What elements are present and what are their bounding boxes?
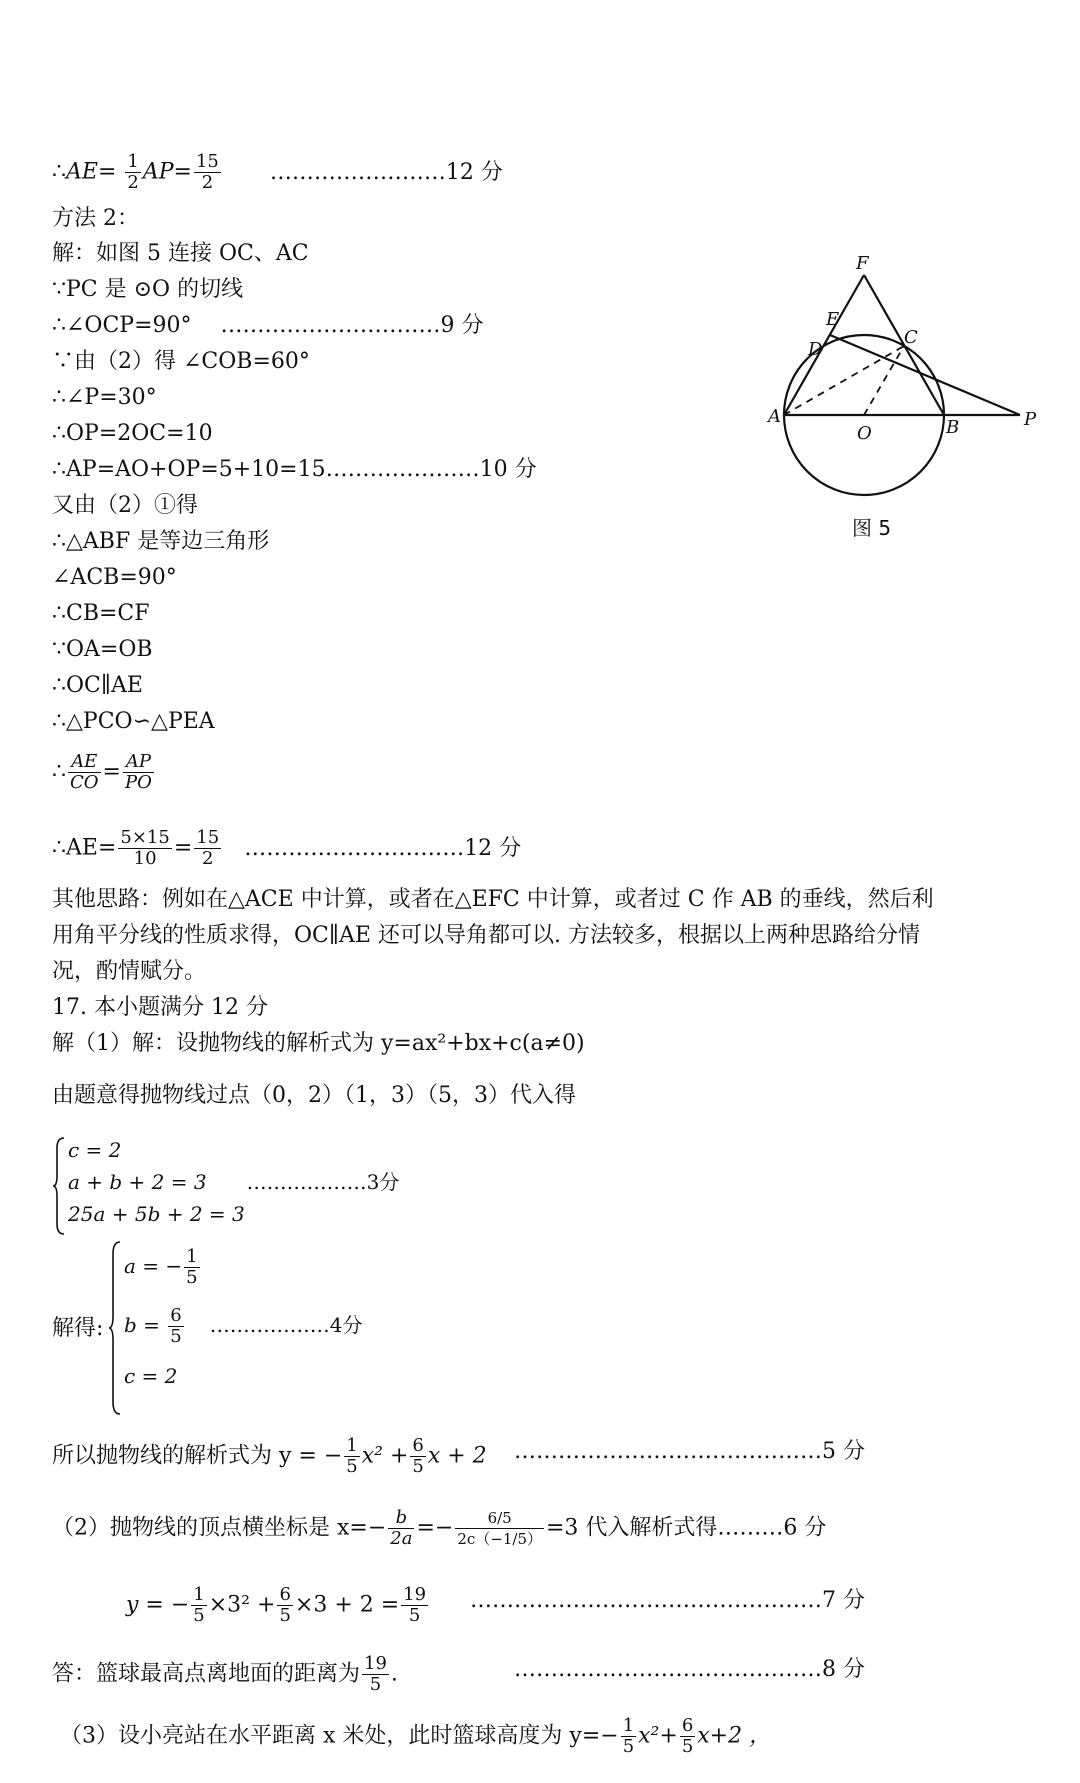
numerator: 1 [346, 1435, 358, 1456]
fraction [621, 1716, 636, 1757]
numerator: 6 [681, 1715, 694, 1736]
s3-mid: x² + [361, 1443, 409, 1469]
vertex-line [52, 1508, 826, 1549]
denominator: 2 [127, 172, 139, 193]
equilateral-line: ∴△ABF 是等边三角形 [52, 529, 270, 554]
s4-post: =3 代入解析式得 [545, 1515, 718, 1541]
score-3: ………………3分 [246, 1170, 400, 1194]
ae-compute-line [52, 828, 521, 869]
label-o: O [857, 423, 872, 444]
eq-ab-text: a + b + 2 = 3 [68, 1170, 207, 1194]
score-5: ……………………………………5 分 [514, 1439, 865, 1464]
line-ac-dashed [784, 346, 904, 415]
question-17-heading: 17. 本小题满分 12 分 [52, 995, 268, 1020]
fraction-complex [455, 1508, 544, 1549]
solution-part1: 解（1）解：设抛物线的解析式为 y=ax²+bx+c(a≠0) [52, 1031, 585, 1056]
other-ideas-p2: 用角平分线的性质求得，OC∥AE 还可以导角都可以. 方法较多，根据以上两种思路给分情 [52, 923, 920, 948]
denominator: 5 [170, 1326, 182, 1347]
angle-cob-line: ∵由（2）得 ∠COB=60° [52, 349, 310, 374]
other-ideas-p3: 况，酌情赋分。 [52, 959, 207, 984]
angle-ocp: ∴∠OCP=90° [52, 313, 192, 338]
fraction-result [194, 152, 221, 193]
denominator: PO [124, 772, 152, 793]
s7-pre: （3）设小亮站在水平距离 x 米处，此时篮球高度为 y=− [60, 1723, 619, 1749]
answer-line [52, 1654, 398, 1695]
numerator: 6 [170, 1305, 182, 1326]
denominator: 2 [202, 848, 214, 869]
fraction-19-5 [362, 1654, 389, 1695]
fraction-15-2 [194, 828, 221, 869]
ratio-line [52, 752, 156, 793]
denominator: 5 [412, 1456, 424, 1477]
numerator: 19 [364, 1653, 387, 1674]
fraction-ae-co [68, 752, 101, 793]
eq-ab [68, 1166, 399, 1198]
ae-prefix: ∴AE= [52, 835, 117, 861]
tangent-line: ∵PC 是 ⊙O 的切线 [52, 277, 244, 302]
s7-end: x+2 ， [697, 1723, 772, 1749]
equals: = [173, 159, 192, 185]
line-oc-dashed [864, 346, 904, 415]
numerator: AE [68, 752, 101, 773]
label-b: B [946, 417, 960, 438]
parabola-expression [52, 1436, 487, 1477]
sol-c: c = 2 [124, 1364, 178, 1388]
ap-line [52, 454, 537, 486]
therefore-symbol: ∴ [52, 159, 66, 185]
fraction-b-2a [388, 1508, 414, 1549]
fraction-half [125, 152, 140, 193]
label-c: C [904, 327, 918, 348]
sol-a [124, 1238, 362, 1294]
cb-cf-line: ∴CB=CF [52, 601, 150, 626]
s3-end: x + 2 [427, 1443, 487, 1469]
fraction [680, 1716, 695, 1757]
fraction [184, 1247, 199, 1288]
s5-pre: y = − [126, 1592, 190, 1618]
s5-mid: ×3² + [208, 1592, 276, 1618]
parallel-line: ∴OC∥AE [52, 673, 143, 698]
brace-icon [52, 1136, 66, 1236]
fraction [410, 1436, 425, 1477]
equals: = [102, 759, 121, 785]
line-ep [830, 335, 1020, 415]
numerator: 1 [193, 1584, 205, 1605]
label-d: D [808, 339, 823, 360]
sol-a-pre: a = − [124, 1254, 183, 1278]
oa-ob-line: ∵OA=OB [52, 637, 153, 662]
solution-line: 解：如图 5 连接 OC、AC [52, 241, 309, 266]
sol-b [124, 1294, 362, 1356]
again-line: 又由（2）①得 [52, 493, 198, 518]
s7-mid: x²+ [638, 1723, 678, 1749]
score-9: …………………………9 分 [220, 313, 484, 338]
score-12b: …………………………12 分 [244, 835, 522, 861]
denominator: 5 [622, 1736, 635, 1757]
fraction-5x15-10 [118, 828, 171, 869]
s5-mid2: ×3 + 2 = [294, 1592, 400, 1618]
sol-b-pre: b = [124, 1313, 167, 1337]
eq-25a: 25a + 5b + 2 = 3 [68, 1202, 245, 1226]
denominator: 5 [681, 1736, 694, 1757]
eq-c: c = 2 [68, 1138, 122, 1162]
numerator: 19 [403, 1584, 427, 1605]
solve-label: 解得: [52, 1316, 104, 1341]
score-7: …………………………………………7 分 [470, 1588, 865, 1613]
numerator: b [388, 1508, 414, 1529]
denominator: 2 [201, 172, 214, 193]
numerator: 15 [195, 151, 219, 172]
score-12: ……………………12 分 [269, 159, 503, 185]
numerator: 6/5 [455, 1508, 544, 1529]
s6-post: . [390, 1661, 398, 1687]
line-ae-result [52, 152, 503, 193]
fraction [277, 1585, 292, 1626]
numerator: 1 [186, 1246, 198, 1267]
denominator: 5 [186, 1267, 198, 1288]
denominator: 5 [346, 1456, 358, 1477]
s3-pre: 所以抛物线的解析式为 y = − [52, 1443, 343, 1469]
label-f: F [856, 255, 869, 274]
ap-equation: ∴AP=AO+OP=5+10=15 [52, 457, 326, 482]
denominator: 5 [408, 1605, 421, 1626]
numerator: 5×15 [120, 827, 170, 848]
geometry-figure-5 [760, 255, 1040, 555]
y-vertex-line [126, 1585, 430, 1626]
numerator: 1 [127, 151, 139, 172]
score-6: ………6 分 [717, 1515, 827, 1541]
angle-p-line: ∴∠P=30° [52, 385, 157, 410]
denominator: CO [70, 772, 99, 793]
fraction [191, 1585, 206, 1626]
score-10: …………………10 分 [325, 457, 537, 482]
angle-acb-line: ∠ACB=90° [52, 565, 177, 590]
denominator: 2c（−1/5） [457, 1530, 542, 1548]
equals: = [173, 835, 193, 861]
numerator: 15 [196, 827, 220, 848]
substitution-line: 由题意得抛物线过点（0，2）（1，3）（5，3）代入得 [52, 1083, 576, 1108]
s4-pre: （2）抛物线的顶点横坐标是 x=− [52, 1515, 387, 1541]
fraction [401, 1585, 428, 1626]
numerator: 6 [412, 1435, 424, 1456]
denominator: 10 [133, 848, 157, 869]
numerator: AP [123, 752, 154, 773]
op-line: ∴OP=2OC=10 [52, 421, 213, 446]
denominator: 2a [390, 1528, 413, 1549]
angle-ocp-line [52, 310, 484, 342]
denominator: 5 [279, 1605, 291, 1626]
score-8: ……………………………………8 分 [514, 1657, 865, 1682]
label-a: A [768, 406, 781, 427]
method-2-heading: 方法 2： [52, 206, 139, 231]
fraction-ap-po [123, 752, 154, 793]
denominator: 5 [369, 1674, 382, 1695]
term-ae: AE [66, 159, 98, 185]
s6-pre: 答：篮球最高点离地面的距离为 [52, 1661, 361, 1687]
brace-icon [108, 1240, 122, 1416]
therefore-symbol: ∴ [52, 759, 66, 785]
part3-line [60, 1716, 771, 1757]
term-ap: AP [142, 159, 174, 185]
numerator: 1 [622, 1715, 635, 1736]
s4-eq: =− [416, 1515, 454, 1541]
denominator: 5 [193, 1605, 205, 1626]
fraction [168, 1306, 183, 1347]
equals: = [97, 159, 117, 185]
other-ideas-p1: 其他思路：例如在△ACE 中计算，或者在△EFC 中计算，或者过 C 作 AB 的垂线，然后利 [52, 887, 934, 912]
figure-caption: 图 5 [852, 516, 892, 540]
numerator: 6 [279, 1584, 291, 1605]
fraction [344, 1436, 359, 1477]
label-e: E [826, 309, 840, 330]
label-p: P [1024, 409, 1037, 430]
score-4: ………………4分 [209, 1313, 363, 1337]
similar-line: ∴△PCO∽△PEA [52, 709, 215, 734]
